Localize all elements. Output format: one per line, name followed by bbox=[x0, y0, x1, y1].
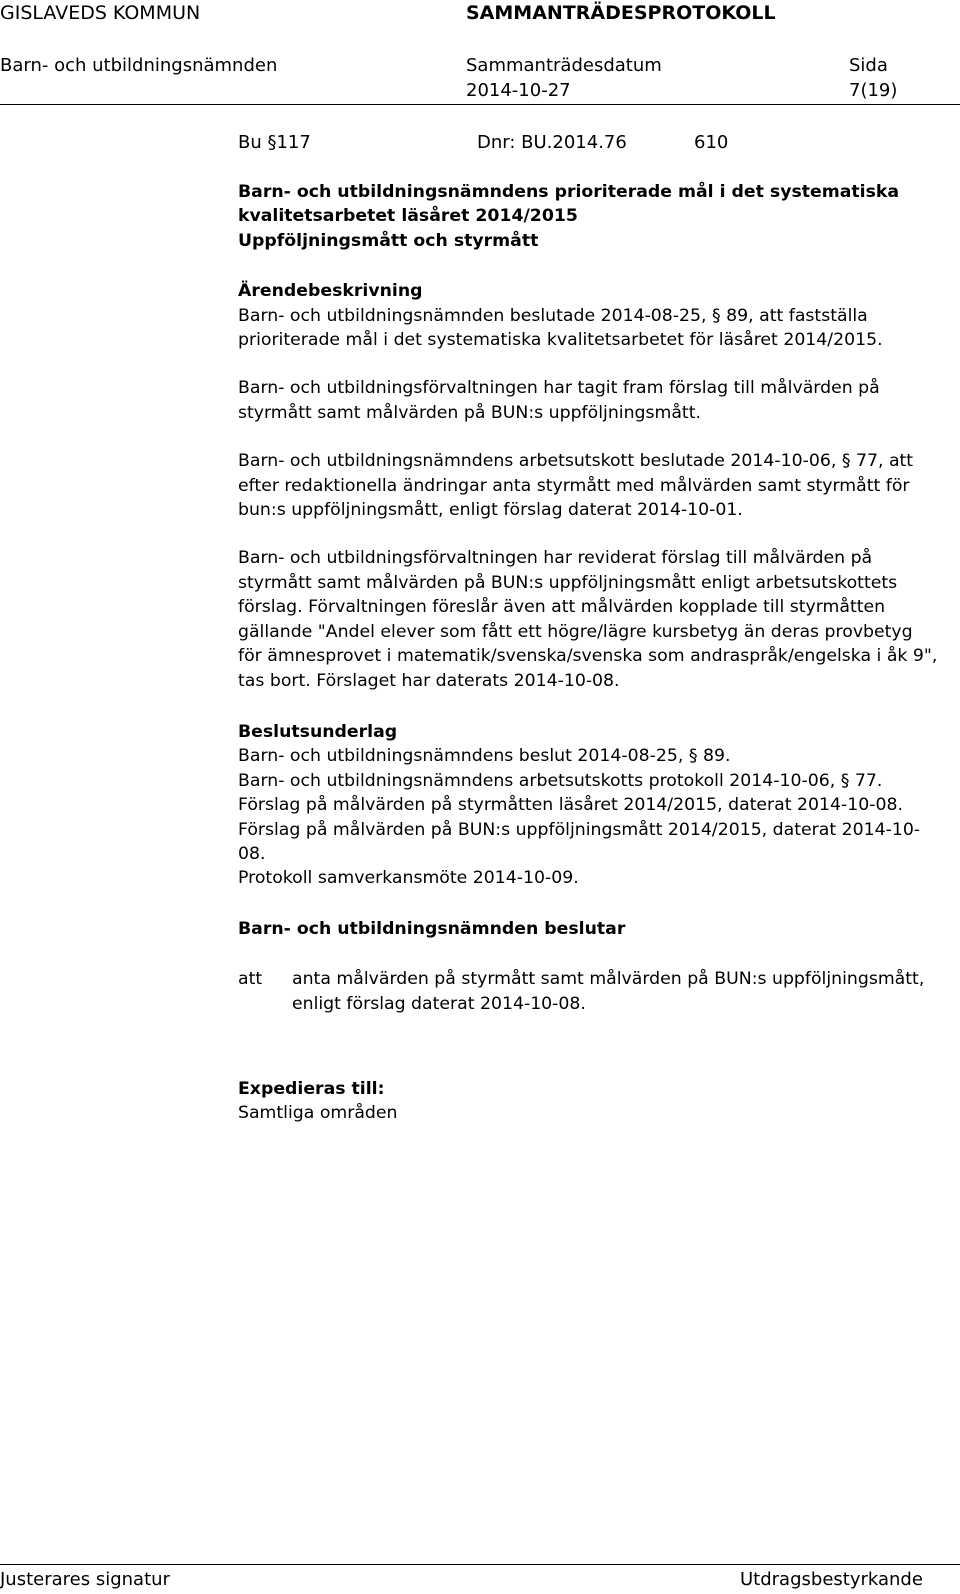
description-section bbox=[238, 279, 938, 693]
meeting-date-label: Sammanträdesdatum bbox=[466, 55, 662, 76]
paragraph-line: för ämnesprovet i matematik/svenska/svenska som andraspråk/engelska i åk 9", bbox=[238, 646, 938, 667]
decision-text-line: enligt förslag daterat 2014-10-08. bbox=[292, 993, 586, 1014]
paragraph-line: Barn- och utbildningsförvaltningen har reviderat förslag till målvärden på bbox=[238, 548, 873, 569]
decision-att-label: att bbox=[238, 969, 263, 990]
title-line: Uppföljningsmått och styrmått bbox=[238, 230, 539, 251]
basis-item: 08. bbox=[238, 843, 266, 864]
committee-name: Barn- och utbildningsnämnden bbox=[0, 55, 278, 76]
section-heading: Expedieras till: bbox=[238, 1078, 385, 1099]
decision-text-line: anta målvärden på styrmått samt målvärden på BUN:s uppföljningsmått, bbox=[292, 969, 925, 990]
document-title bbox=[238, 180, 938, 253]
section-number: Bu §117 bbox=[238, 132, 311, 153]
paragraph-line: styrmått samt målvärden på BUN:s uppföljningsmått enligt arbetsutskottets bbox=[238, 572, 898, 593]
header-divider bbox=[0, 104, 960, 105]
paragraph-line: gällande "Andel elever som fått ett högre/lägre kursbetyg än deras provbetyg bbox=[238, 621, 913, 642]
basis-item: Barn- och utbildningsnämndens arbetsutskotts protokoll 2014-10-06, § 77. bbox=[238, 770, 883, 791]
paragraph-line: Barn- och utbildningsförvaltningen har tagit fram förslag till målvärden på bbox=[238, 378, 880, 399]
case-dnr: Dnr: BU.2014.76 bbox=[477, 132, 627, 153]
paragraph-line: förslag. Förvaltningen föreslår även att målvärden kopplade till styrmåtten bbox=[238, 597, 886, 618]
meeting-date-value: 2014-10-27 bbox=[466, 80, 571, 101]
justifier-signature-label: Justerares signatur bbox=[0, 1569, 170, 1590]
section-heading: Barn- och utbildningsnämnden beslutar bbox=[238, 918, 626, 939]
case-code: 610 bbox=[694, 132, 729, 153]
section-heading: Ärendebeskrivning bbox=[238, 281, 423, 302]
title-line: kvalitetsarbetet läsåret 2014/2015 bbox=[238, 206, 578, 227]
dispatch-recipient: Samtliga områden bbox=[238, 1103, 398, 1124]
paragraph-line: styrmått samt målvärden på BUN:s uppföljningsmått. bbox=[238, 402, 701, 423]
decision-clause bbox=[238, 967, 938, 1016]
decision-section bbox=[238, 917, 938, 1016]
paragraph-line: prioriterade mål i det systematiska kvalitetsarbetet för läsåret 2014/2015. bbox=[238, 330, 883, 351]
document-type: SAMMANTRÄDESPROTOKOLL bbox=[466, 2, 776, 24]
paragraph-line: Barn- och utbildningsnämnden beslutade 2014-08-25, § 89, att fastställa bbox=[238, 305, 868, 326]
organization-name: GISLAVEDS KOMMUN bbox=[0, 2, 201, 24]
paragraph-line: efter redaktionella ändringar anta styrmått med målvärden samt styrmått för bbox=[238, 475, 910, 496]
footer-divider bbox=[0, 1564, 960, 1565]
basis-section bbox=[238, 720, 938, 891]
paragraph-line: Barn- och utbildningsnämndens arbetsutskott beslutade 2014-10-06, § 77, att bbox=[238, 451, 914, 472]
page-number: 7(19) bbox=[849, 80, 898, 101]
title-line: Barn- och utbildningsnämndens prioriterade mål i det systematiska bbox=[238, 182, 900, 202]
paragraph-line: bun:s uppföljningsmått, enligt förslag daterat 2014-10-01. bbox=[238, 500, 743, 521]
basis-item: Förslag på målvärden på styrmåtten läsåret 2014/2015, daterat 2014-10-08. bbox=[238, 795, 903, 816]
paragraph-line: tas bort. Förslaget har daterats 2014-10-08. bbox=[238, 670, 620, 691]
basis-item: Barn- och utbildningsnämndens beslut 2014-08-25, § 89. bbox=[238, 746, 731, 767]
section-heading: Beslutsunderlag bbox=[238, 721, 398, 742]
basis-item: Protokoll samverkansmöte 2014-10-09. bbox=[238, 868, 579, 889]
document-body bbox=[238, 180, 938, 1126]
extract-certification-label: Utdragsbestyrkande bbox=[740, 1569, 923, 1590]
basis-item: Förslag på målvärden på BUN:s uppföljningsmått 2014/2015, daterat 2014-10- bbox=[238, 819, 921, 840]
page-label: Sida bbox=[849, 55, 888, 76]
dispatch-section bbox=[238, 1077, 938, 1126]
